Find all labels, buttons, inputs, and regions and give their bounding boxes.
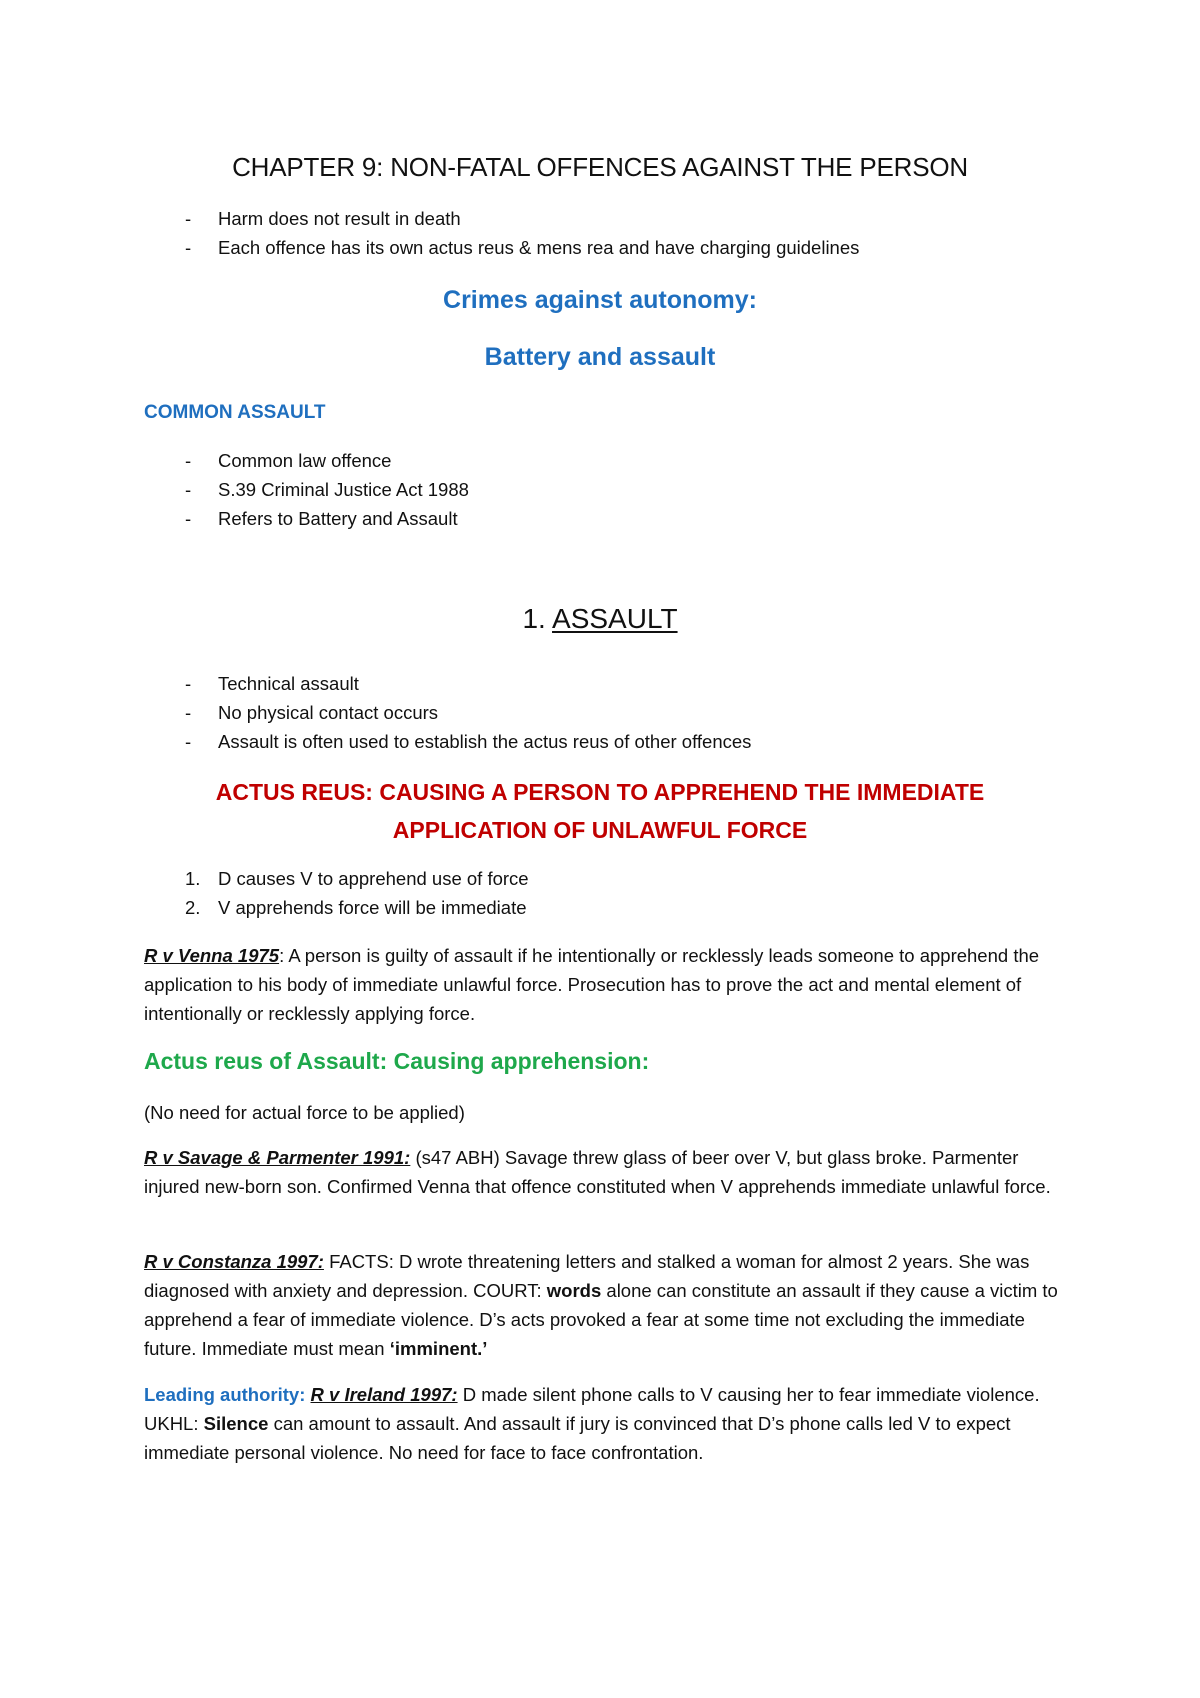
section-title: ASSAULT xyxy=(552,603,678,634)
chapter-title: CHAPTER 9: NON-FATAL OFFENCES AGAINST THE PERSON xyxy=(232,152,968,182)
heading-common-assault: COMMON ASSAULT xyxy=(144,402,326,423)
case-name: R v Constanza 1997: xyxy=(144,1251,324,1272)
leading-authority-label: Leading authority: xyxy=(144,1384,306,1405)
heading-assault xyxy=(0,603,1200,635)
actus-reus-heading-line-2: APPLICATION OF UNLAWFUL FORCE xyxy=(392,817,808,843)
case-name: R v Venna 1975 xyxy=(144,945,280,966)
heading-battery-and-assault: Battery and assault xyxy=(484,343,716,371)
heading-causing-apprehension: Actus reus of Assault: Causing apprehension: xyxy=(144,1048,650,1074)
case-name: R v Savage & Parmenter 1991: xyxy=(144,1147,411,1168)
document-page: CHAPTER 9: NON-FATAL OFFENCES AGAINST THE PERSON - Harm does not result in death - Each offence has its own actus reus & mens rea and have charging guidelines Crimes against autonomy: Battery and assault COMMON ASSAULT - Common law offence - S.39 Criminal Justice Act 1988 - Refers to Battery and Assault 1. ASSAULT - Technical assault - No physical contact occurs - Assault is often used to establish the actus reus of other offences ACTUS REUS: CAUSING A PERSON TO APPREHEND THE IMMEDIATE APPLICATION OF UNLAWFUL FORCE 1. D causes V to apprehend use of force 2. V apprehends force will be immediate R v Venna 1975: A person is guilty of assault if he intentionally or recklessly leads someone to apprehend the application to his body of immediate unlawful force. Prosecution has to prove the act and mental element of intentionally or recklessly applying force. Actus reus of Assault: Causing apprehension: (No need for actual force to be applied) R v Savage & Parmenter 1991: (s47 ABH) Savage threw glass of beer over V, but glass broke. Parmenter injured new-born son. Confirmed Venna that offence constituted when V apprehends immediate unlawful force. R v Constanza 1997: FACTS: D wrote threatening letters and stalked a woman for almost 2 years. She was diagnosed with anxiety and depression. COURT: words alone can constitute an assault if they cause a victim to apprehend a fear of immediate violence. D’s acts provoked a fear at some time not excluding the immediate future. Immediate must mean ‘imminent.’ Leading authority: R v Ireland 1997: D made silent phone calls to V causing her to fear immediate violence. UKHL: Silence can amount to assault. And assault if jury is convinced that D’s phone calls led V to expect immediate personal violence. No need for face to face confrontation. xyxy=(0,0,1200,1698)
actus-reus-heading-line-1: ACTUS REUS: CAUSING A PERSON TO APPREHEND THE IMMEDIATE xyxy=(215,779,985,805)
case-venna: R v Venna 1975: A person is guilty of assault if he intentionally or recklessly leads someone to apprehend the application to his body of immediate unlawful force. Prosecution has to prove the act and mental element of intentionally or recklessly applying force. xyxy=(144,945,1040,1024)
case-name: R v Ireland 1997: xyxy=(310,1384,458,1405)
case-ireland: Leading authority: R v Ireland 1997: D made silent phone calls to V causing her to fear immediate violence. UKHL: Silence can amount to assault. And assault if jury is convinced that D’s phone calls led V to expect immediate personal violence. No need for face to face confrontation. xyxy=(144,1384,1040,1463)
case-constanza: R v Constanza 1997: FACTS: D wrote threatening letters and stalked a woman for almost 2 years. She was diagnosed with anxiety and depression. COURT: words alone can constitute an assault if they cause a victim to apprehend a fear of immediate violence. D’s acts provoked a fear at some time not excluding the immediate future. Immediate must mean ‘imminent.’ xyxy=(144,1251,1058,1359)
case-savage-parmenter: R v Savage & Parmenter 1991: (s47 ABH) Savage threw glass of beer over V, but glass broke. Parmenter injured new-born son. Confirmed Venna that offence constituted when V apprehends immediate unlawful force. xyxy=(144,1147,1051,1197)
no-need-note: (No need for actual force to be applied) xyxy=(144,1102,465,1123)
heading-crimes-against-autonomy: Crimes against autonomy: xyxy=(443,286,757,314)
section-number: 1. xyxy=(522,603,546,634)
